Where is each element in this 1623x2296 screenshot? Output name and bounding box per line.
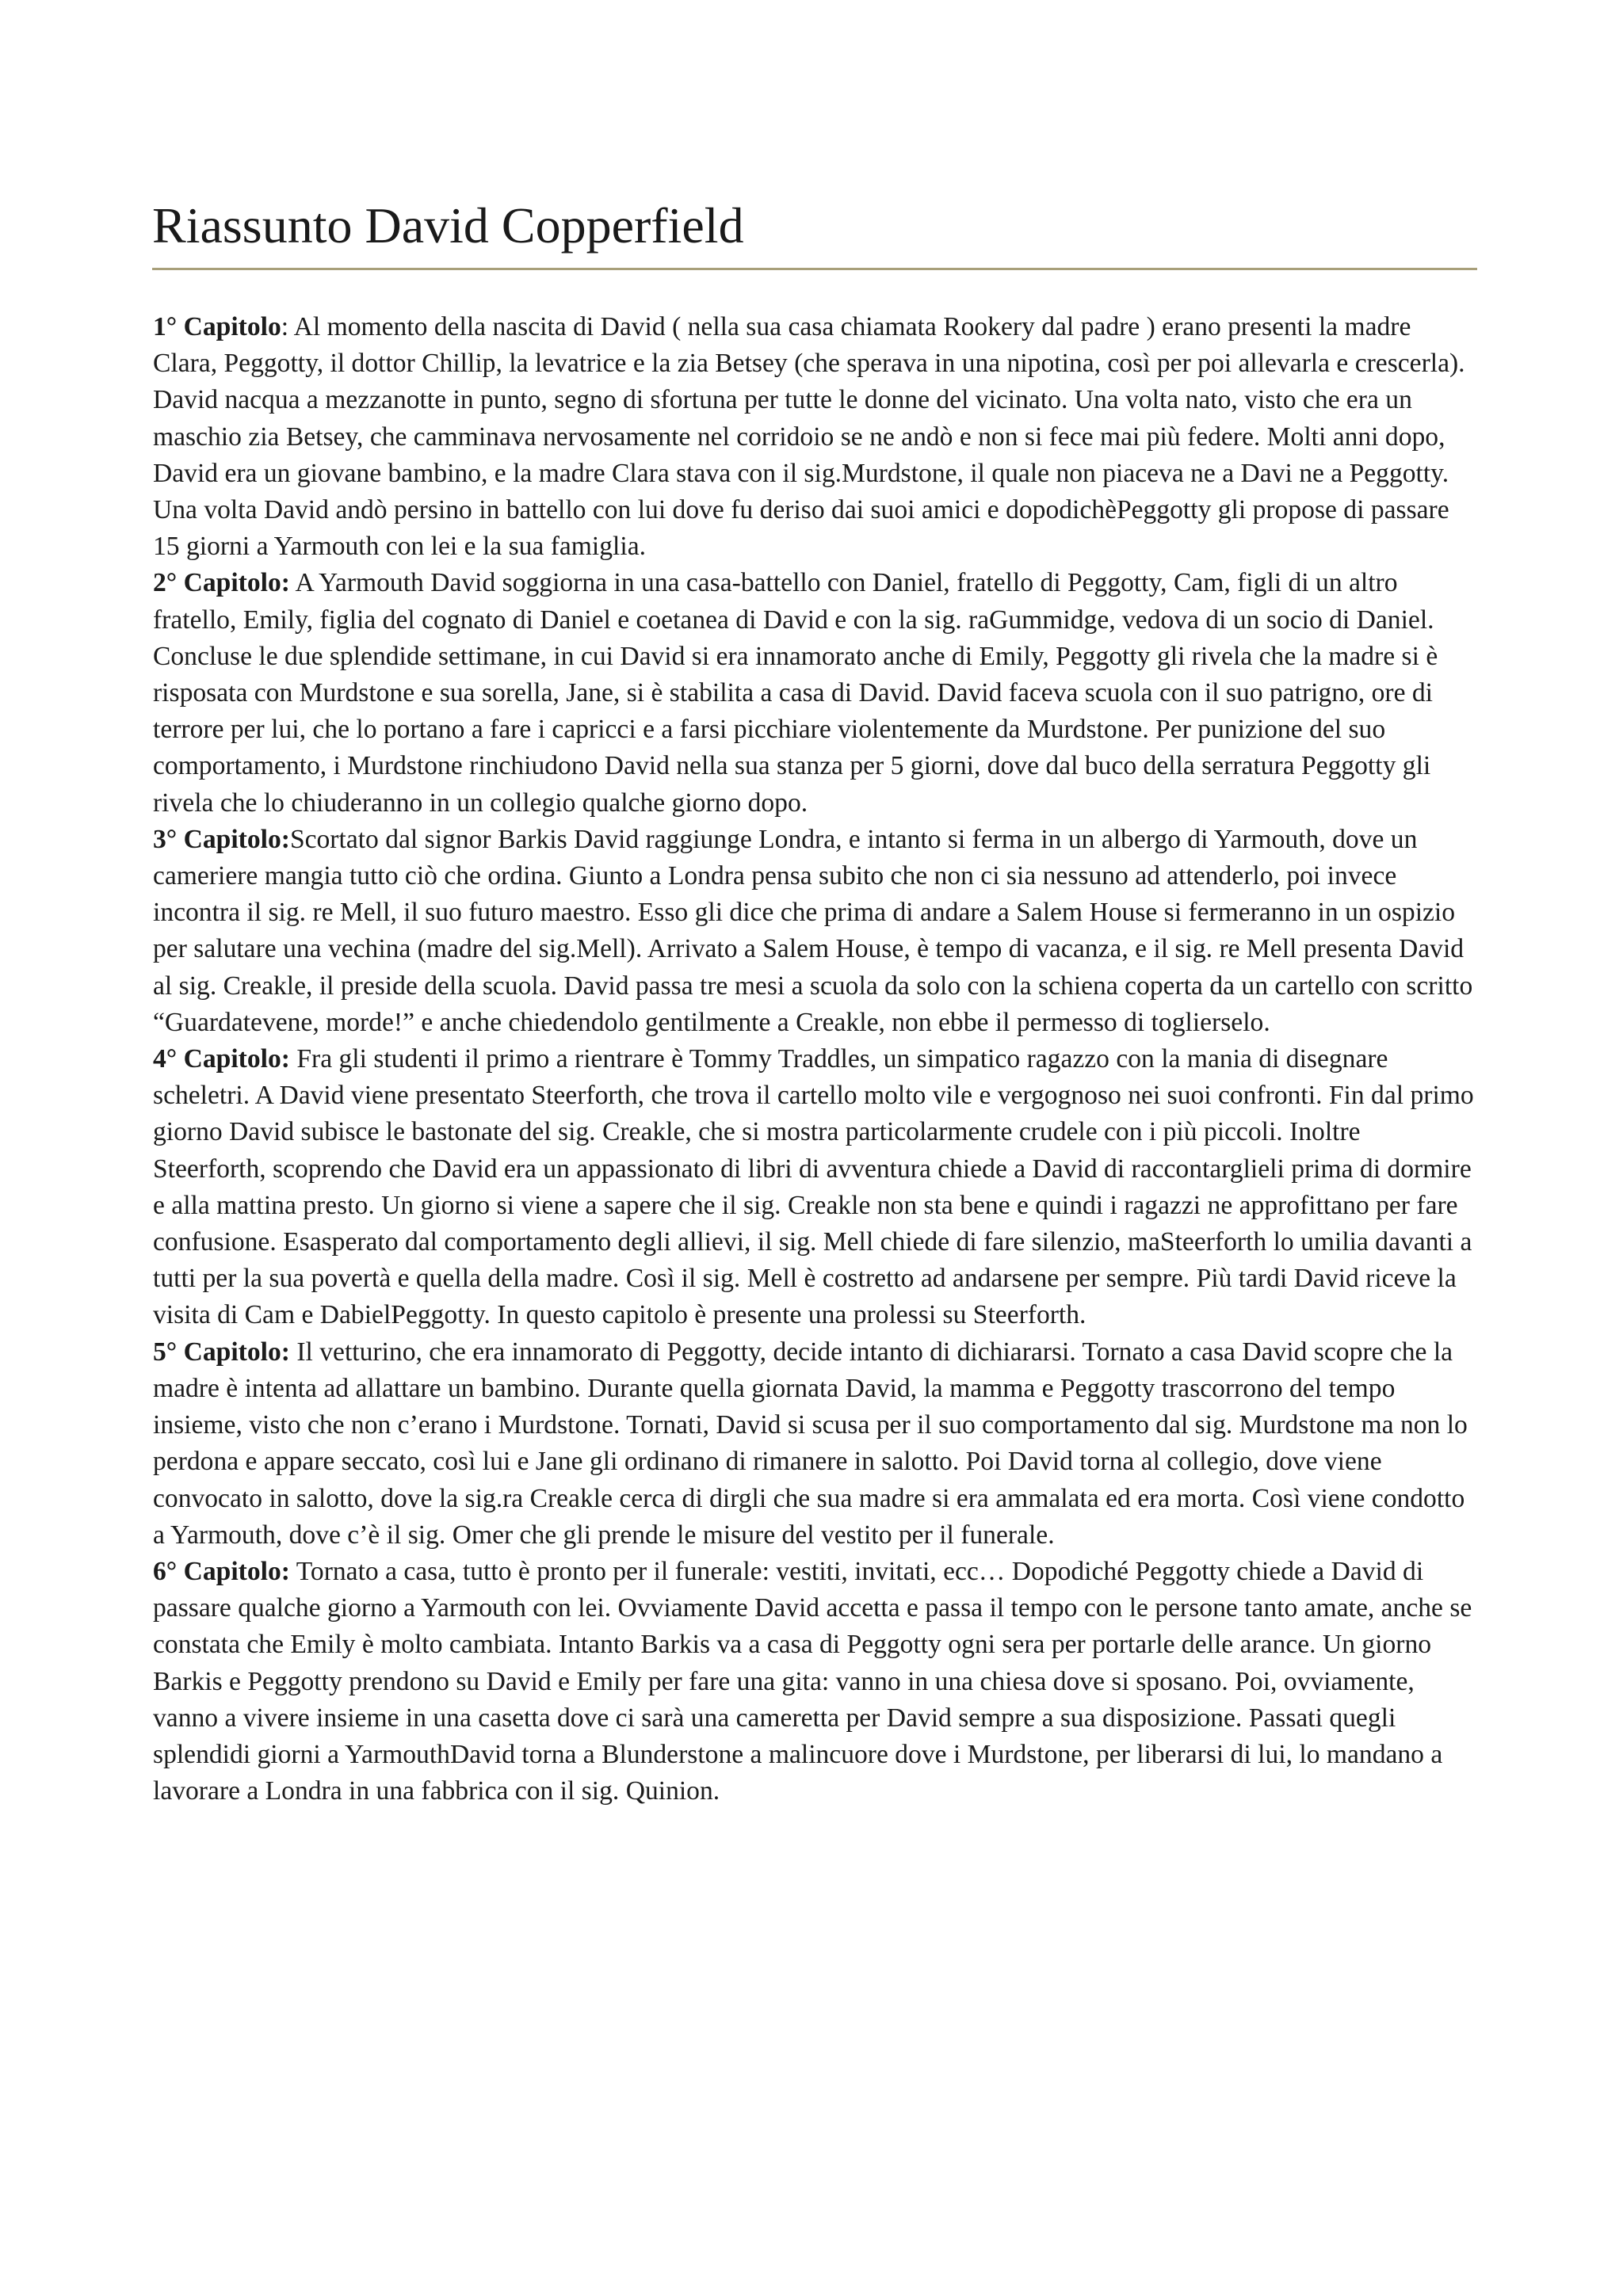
- chapter-2-label: 2° Capitolo:: [153, 568, 290, 598]
- title-underline: [152, 268, 1477, 270]
- chapter-4: [153, 1041, 1478, 1334]
- chapter-1-label: 1° Capitolo: [153, 312, 281, 341]
- chapter-1: [153, 309, 1478, 565]
- chapter-3-label: 3° Capitolo:: [153, 824, 290, 854]
- document-body: [153, 309, 1478, 1810]
- chapter-2-text: A Yarmouth David soggiorna in una casa-battello con Daniel, fratello di Peggotty, Cam, figli di un altro fratello, Emily, figlia del cognato di Daniel e coetanea di David e con la sig. raGummidge, vedova di un socio di Daniel. Concluse le due splendide settimane, in cui David si era innamorato anche di Emily, Peggotty gli rivela che la madre si è risposata con Murdstone e sua sorella, Jane, si è stabilita a casa di David. David faceva scuola con il suo patrigno, ore di terrore per lui, che lo portano a fare i capricci e a farsi picchiare violentemente da Murdstone. Per punizione del suo comportamento, i Murdstone rinchiudono David nella sua stanza per 5 giorni, dove dal buco della serratura Peggotty gli rivela che lo chiuderanno in un collegio qualche giorno dopo.: [153, 568, 1438, 818]
- chapter-4-text: Fra gli studenti il primo a rientrare è Tommy Traddles, un simpatico ragazzo con la mania di disegnare scheletri. A David viene presentato Steerforth, che trova il cartello molto vile e vergognoso nei suoi confronti. Fin dal primo giorno David subisce le bastonate del sig. Creakle, che si mostra particolarmente crudele con i più piccoli. Inoltre Steerforth, scoprendo che David era un appassionato di libri di avventura chiede a David di raccontarglieli prima di dormire e alla mattina presto. Un giorno si viene a sapere che il sig. Creakle non sta bene e quindi i ragazzi ne approfittano per fare confusione. Esasperato dal comportamento degli allievi, il sig. Mell chiede di fare silenzio, maSteerforth lo umilia davanti a tutti per la sua povertà e quella della madre. Così il sig. Mell è costretto ad andarsene per sempre. Più tardi David riceve la visita di Cam e DabielPeggotty. In questo capitolo è presente una prolessi su Steerforth.: [153, 1044, 1474, 1330]
- chapter-3: [153, 822, 1478, 1041]
- chapter-6: [153, 1554, 1478, 1810]
- chapter-6-text: Tornato a casa, tutto è pronto per il funerale: vestiti, invitati, ecc… Dopodiché Peggotty chiede a David di passare qualche giorno a Yarmouth con lei. Ovviamente David accetta e passa il tempo con le persone tanto amate, anche se constata che Emily è molto cambiata. Intanto Barkis va a casa di Peggotty ogni sera per portarle delle arance. Un giorno Barkis e Peggotty prendono su David e Emily per fare una gita: vanno in una chiesa dove si sposano. Poi, ovviamente, vanno a vivere insieme in una casetta dove ci sarà una cameretta per David sempre a sua disposizione. Passati quegli splendidi giorni a YarmouthDavid torna a Blunderstone a malincuore dove i Murdstone, per liberarsi di lui, lo mandano a lavorare a Londra in una fabbrica con il sig. Quinion.: [153, 1556, 1472, 1806]
- chapter-5: [153, 1334, 1478, 1554]
- document-title: Riassunto David Copperfield: [152, 197, 744, 254]
- chapter-5-text: Il vetturino, che era innamorato di Peggotty, decide intanto di dichiararsi. Tornato a casa David scopre che la madre è intenta ad allattare un bambino. Durante quella giornata David, la mamma e Peggotty trascorrono del tempo insieme, visto che non c’erano i Murdstone. Tornati, David si scusa per il suo comportamento dal sig. Murdstone ma non lo perdona e appare seccato, così lui e Jane gli ordinano di rimanere in salotto. Poi David torna al collegio, dove viene convocato in salotto, dove la sig.ra Creakle cerca di dirgli che sua madre si era ammalata ed era morta. Così viene condotto a Yarmouth, dove c’è il sig. Omer che gli prende le misure del vestito per il funerale.: [153, 1337, 1468, 1550]
- chapter-1-separator: :: [281, 312, 294, 341]
- chapter-3-text: Scortato dal signor Barkis David raggiunge Londra, e intanto si ferma in un albergo di Yarmouth, dove un cameriere mangia tutto ciò che ordina. Giunto a Londra pensa subito che non ci sia nessuno ad attenderlo, poi invece incontra il sig. re Mell, il suo futuro maestro. Esso gli dice che prima di andare a Salem House si fermeranno in un ospizio per salutare una vechina (madre del sig.Mell). Arrivato a Salem House, è tempo di vacanza, e il sig. re Mell presenta David al sig. Creakle, il preside della scuola. David passa tre mesi a scuola da solo con la schiena coperta da un cartello con scritto “Guardatevene, morde!” e anche chiedendolo gentilmente a Creakle, non ebbe il permesso di toglierselo.: [153, 824, 1473, 1037]
- chapter-5-label: 5° Capitolo:: [153, 1337, 290, 1367]
- chapter-6-separator: [290, 1557, 296, 1586]
- chapter-1-text: Al momento della nascita di David ( nella sua casa chiamata Rookery dal padre ) erano presenti la madre Clara, Peggotty, il dottor Chillip, la levatrice e la zia Betsey (che sperava in una nipotina, così per poi allevarla e crescerla). David nacqua a mezzanotte in punto, segno di sfortuna per tutte le donne del vicinato. Una volta nato, visto che era un maschio zia Betsey, che camminava nervosamente nel corridoio se ne andò e non si fece mai più federe. Molti anni dopo, David era un giovane bambino, e la madre Clara stava con il sig.Murdstone, il quale non piaceva ne a Davi ne a Peggotty. Una volta David andò persino in battello con lui dove fu deriso dai suoi amici e dopodichèPeggotty gli propose di passare 15 giorni a Yarmouth con lei e la sua famiglia.: [153, 312, 1465, 562]
- chapter-6-label: 6° Capitolo:: [153, 1556, 290, 1586]
- chapter-2: [153, 565, 1478, 821]
- chapter-4-label: 4° Capitolo:: [153, 1044, 290, 1074]
